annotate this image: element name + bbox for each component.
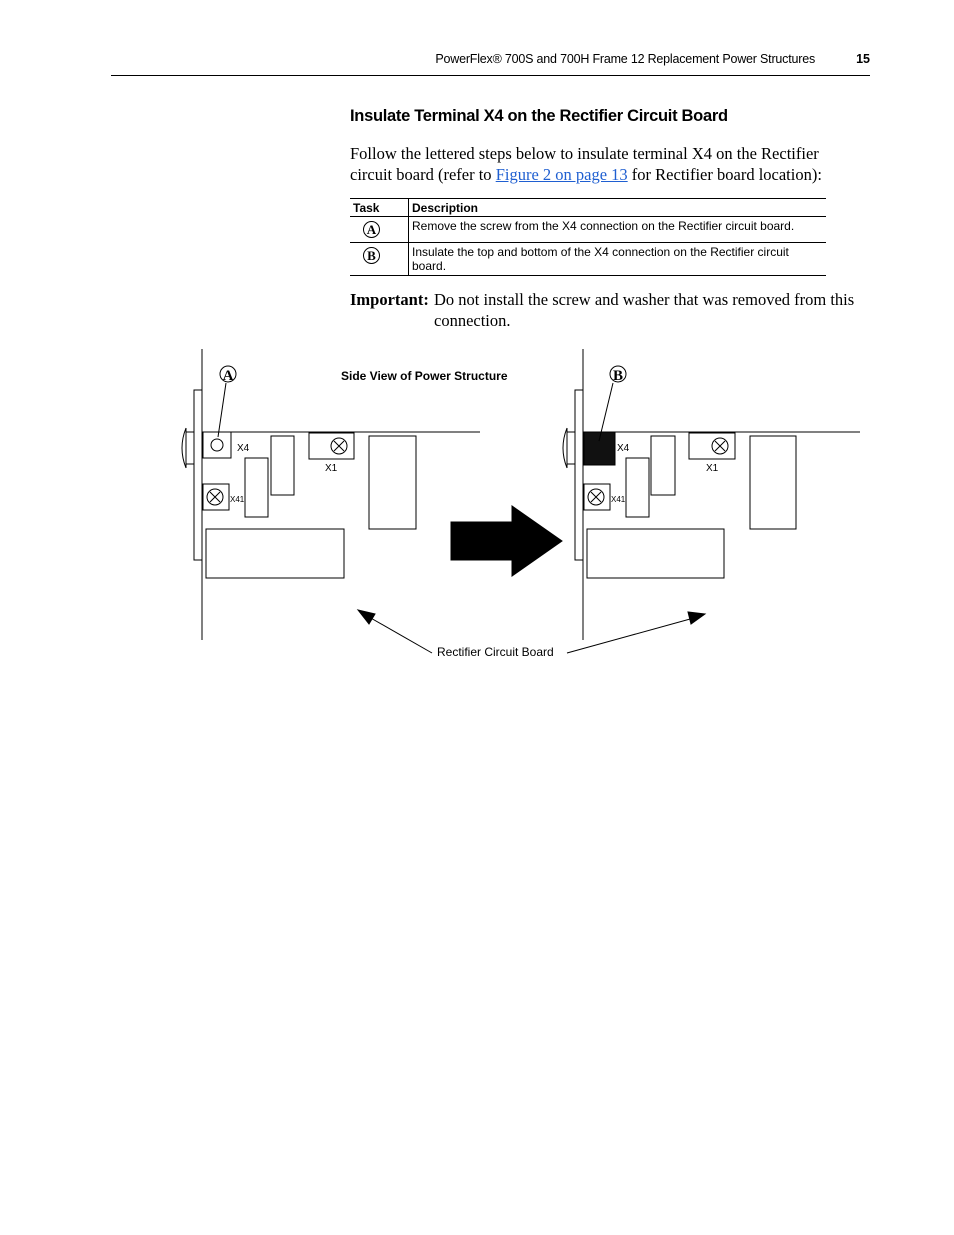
left-mounting-plate: [194, 390, 202, 560]
task-cell: [350, 243, 409, 276]
section-heading: Insulate Terminal X4 on the Rectifier Circuit Board: [350, 107, 728, 125]
left-x1-screw-icon: [331, 438, 347, 454]
right-x41-label: X41: [611, 495, 626, 504]
board-pointer-left-arrowhead-icon: [358, 610, 375, 624]
right-x41-screw-icon: [588, 489, 604, 505]
left-x4-label: X4: [237, 443, 250, 454]
left-x41-label: X41: [230, 495, 245, 504]
left-x41-screw-icon: [207, 489, 223, 505]
task-column-header: Task: [350, 199, 409, 217]
description-cell: Insulate the top and bottom of the X4 connection on the Rectifier circuit board.: [409, 243, 827, 276]
callout-b: B: [612, 368, 624, 384]
important-label: Important:: [350, 290, 429, 309]
left-x1-label: X1: [325, 463, 338, 474]
left-base-component: [206, 529, 344, 578]
left-component-1: [271, 436, 294, 495]
callout-a: A: [222, 368, 234, 384]
task-badge-b: B: [363, 247, 380, 264]
page-number: 15: [856, 52, 870, 66]
running-header: [0, 52, 870, 72]
left-component-3: [369, 436, 416, 529]
right-mounting-plate: [575, 390, 583, 560]
right-component-1: [651, 436, 675, 495]
left-x4-terminal: [203, 432, 231, 458]
left-x4-hole: [211, 439, 223, 451]
intro-paragraph: [350, 143, 850, 185]
right-component-2: [626, 458, 649, 517]
left-bolt: [182, 428, 194, 468]
board-pointer-right-arrowhead-icon: [688, 612, 705, 624]
description-cell: Remove the screw from the X4 connection on the Rectifier circuit board.: [409, 217, 827, 243]
important-text: Do not install the screw and washer that was removed from this connection.: [434, 290, 855, 330]
figure-reference-link[interactable]: Figure 2 on page 13: [495, 165, 628, 184]
figure-title: Side View of Power Structure: [341, 369, 508, 383]
table-row: [350, 217, 826, 243]
power-structure-figure: [0, 340, 954, 670]
intro-text-end: for Rectifier board location):: [627, 165, 822, 184]
task-cell: [350, 217, 409, 243]
table-row: [350, 243, 826, 276]
right-view: [563, 349, 860, 640]
board-label: Rectifier Circuit Board: [437, 645, 554, 659]
transition-arrow-icon: [451, 506, 562, 576]
task-badge-a: A: [363, 221, 380, 238]
left-view: [182, 349, 480, 640]
task-table-header-row: [350, 199, 826, 217]
header-title: PowerFlex® 700S and 700H Frame 12 Replacement Power Structures: [435, 52, 815, 66]
task-table: [350, 198, 826, 276]
right-x1-screw-icon: [712, 438, 728, 454]
description-column-header: Description: [409, 199, 827, 217]
right-x4-label: X4: [617, 443, 630, 454]
right-x1-label: X1: [706, 463, 719, 474]
right-component-3: [750, 436, 796, 529]
left-callout-leader: [218, 383, 226, 437]
intro-text-start: Follow the lettered steps below to insulate terminal X4 on the Rectifier circuit board (refer to: [350, 144, 819, 184]
board-pointer-right: [567, 616, 701, 653]
right-bolt: [563, 428, 575, 468]
header-rule: [111, 75, 870, 76]
right-base-component: [587, 529, 724, 578]
left-component-2: [245, 458, 268, 517]
